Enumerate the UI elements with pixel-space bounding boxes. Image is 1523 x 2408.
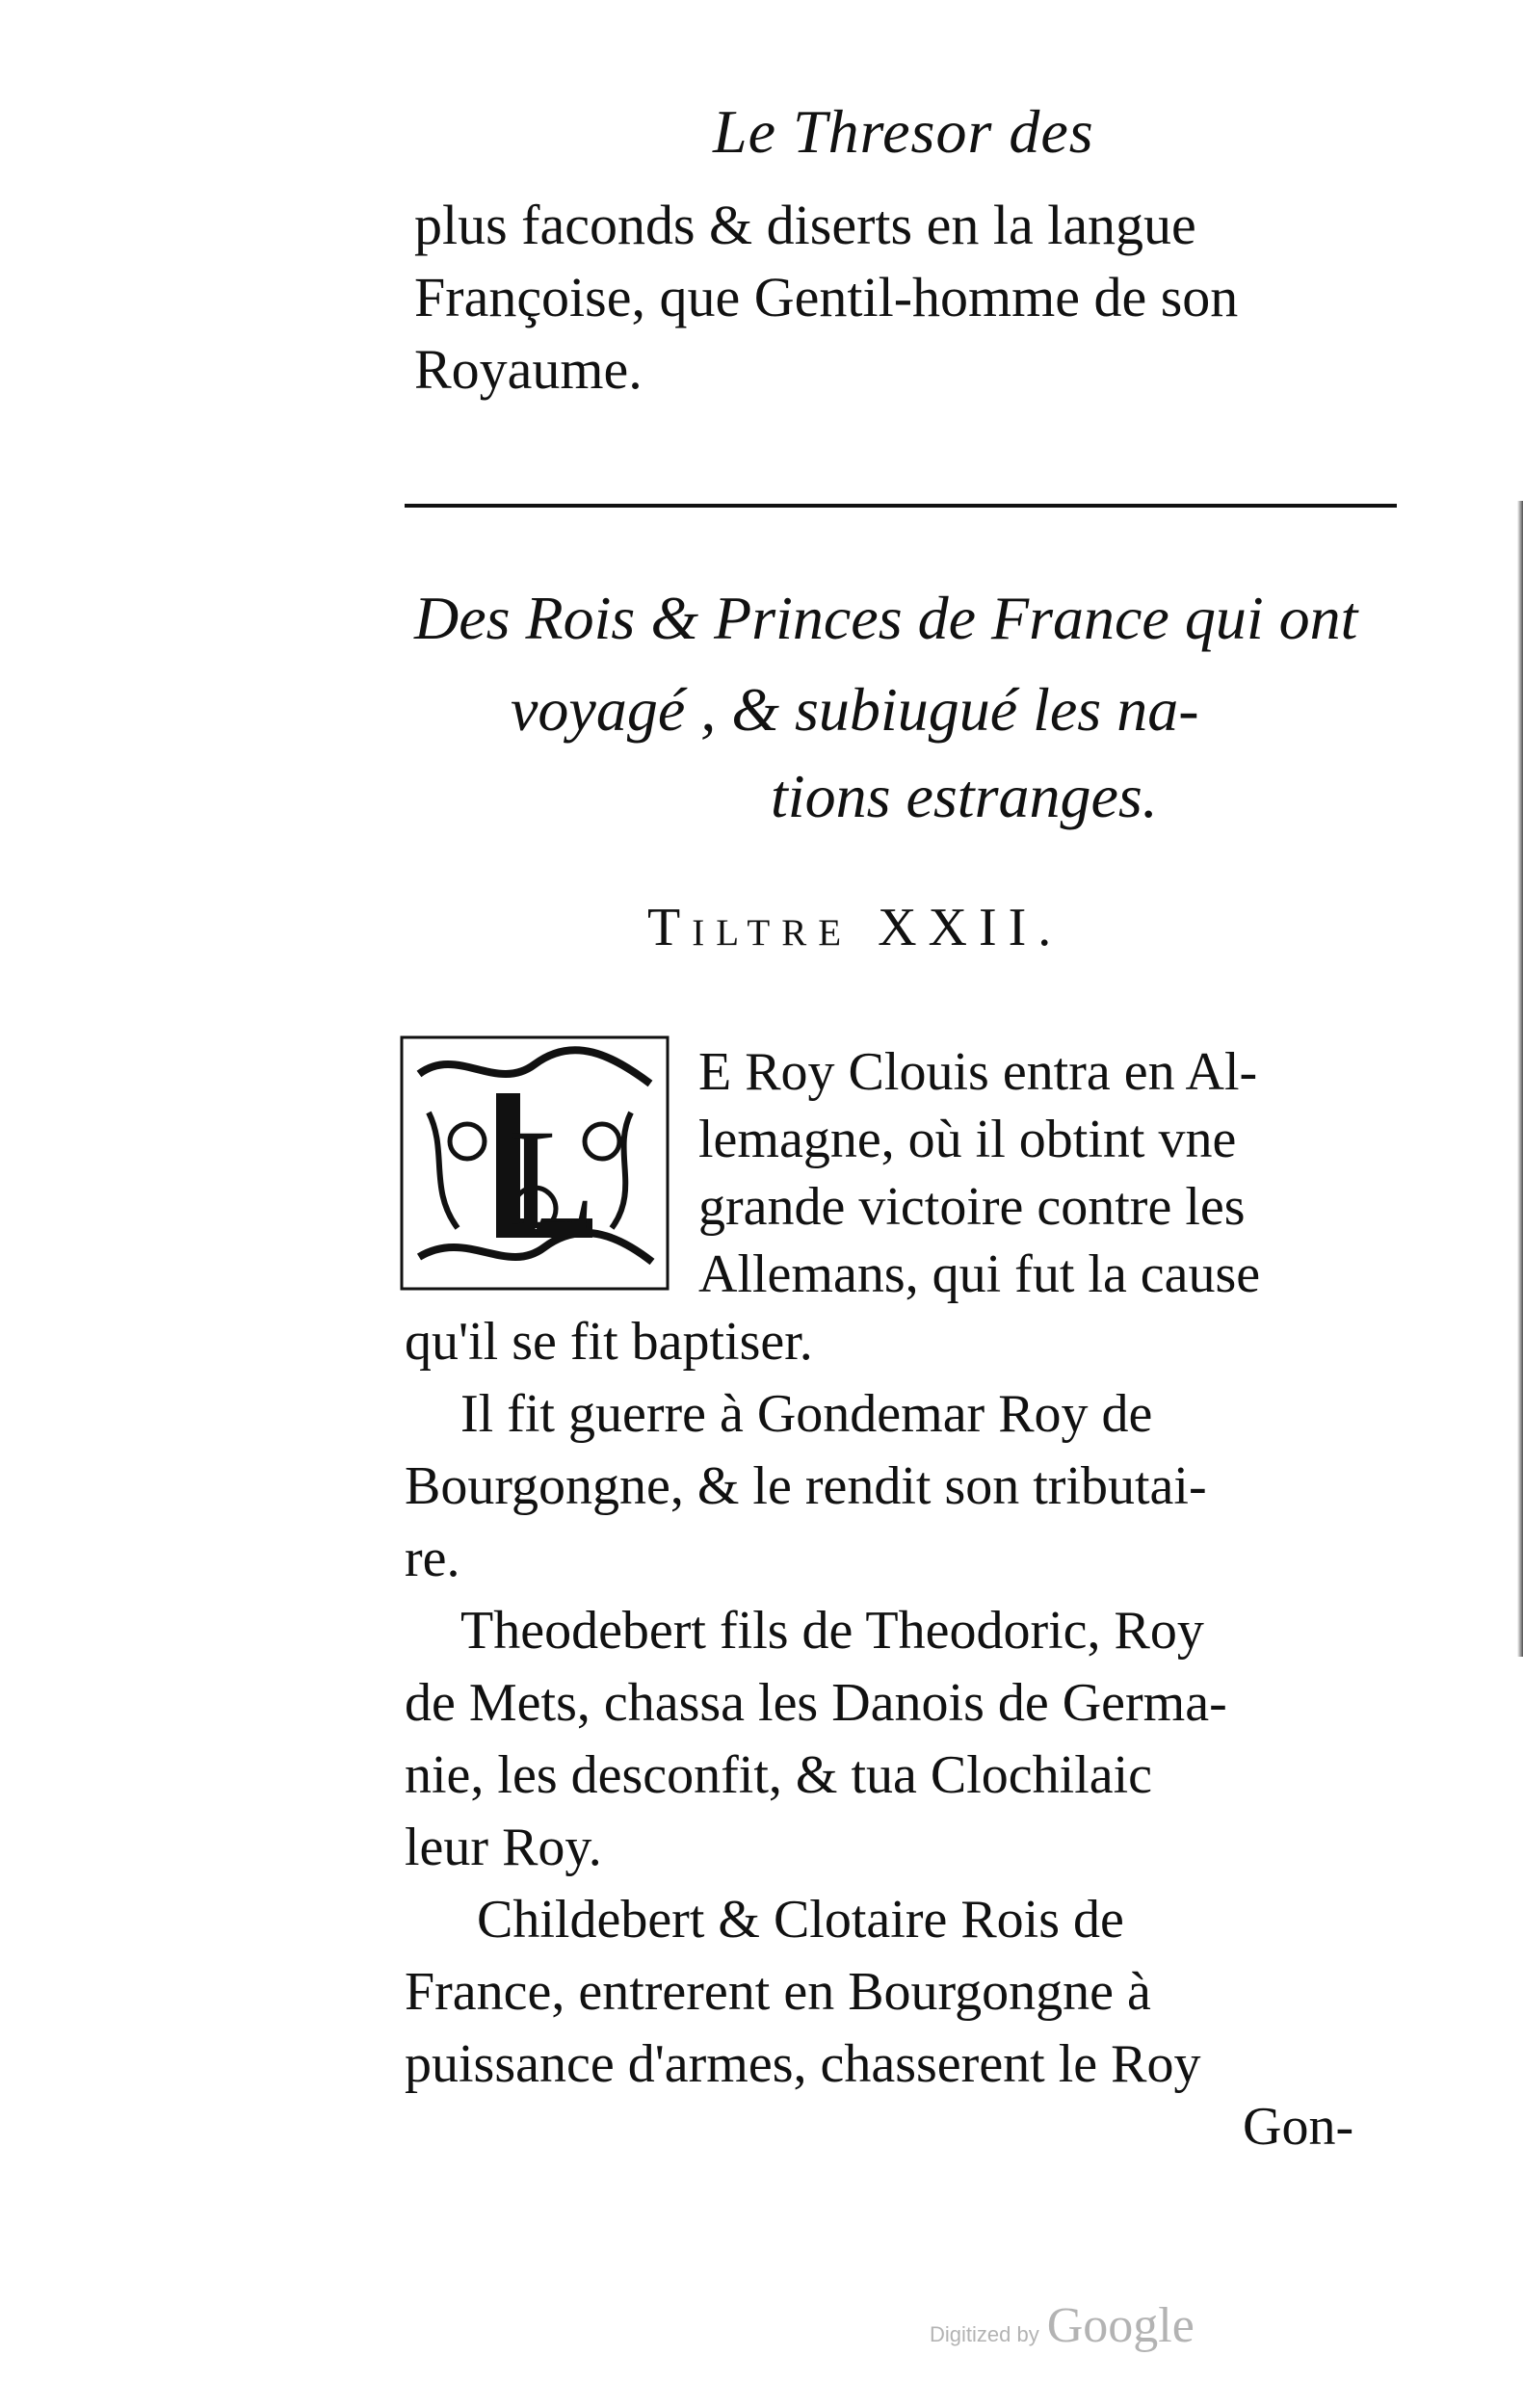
section-title-line: voyagé , & subiugué les na-: [511, 675, 1199, 744]
watermark-logo: Google: [1046, 2298, 1195, 2353]
decorated-initial: [400, 1035, 670, 1291]
paragraph-line: Il fit guerre à Gondemar Roy de: [460, 1384, 1153, 1444]
dropcap-letter: L: [508, 1100, 596, 1260]
chapter-heading: Tiltre XXII.: [647, 898, 1063, 957]
paragraph-line: puissance d'armes, chasserent le Roy: [405, 2034, 1201, 2094]
paragraph-line: E Roy Clouis entra en Al-: [698, 1042, 1258, 1102]
paragraph-line: Childebert & Clotaire Rois de: [477, 1890, 1124, 1950]
paragraph-line: lemagne, où il obtint vne: [698, 1110, 1237, 1169]
paragraph-line: Allemans, qui fut la cause: [698, 1244, 1261, 1304]
paragraph-line: Bourgongne, & le rendit son tributai-: [405, 1456, 1207, 1516]
paragraph-line: re.: [405, 1529, 460, 1588]
section-title-line: tions estranges.: [771, 762, 1158, 830]
section-divider: [405, 504, 1397, 508]
paragraph-line: France, entrerent en Bourgongne à: [405, 1962, 1151, 2022]
section-title-line: Des Rois & Princes de France qui ont: [414, 584, 1358, 652]
intro-line: Royaume.: [414, 338, 643, 401]
watermark-prefix: Digitized by: [930, 2322, 1039, 2346]
paragraph-line: Theodebert fils de Theodoric, Roy: [460, 1601, 1204, 1661]
page-edge-shadow: [1517, 501, 1523, 1657]
intro-line: Françoise, que Gentil-homme de son: [414, 266, 1239, 328]
paragraph-line: grande victoire contre les: [698, 1177, 1246, 1237]
paragraph-line: de Mets, chassa les Danois de Germa-: [405, 1673, 1227, 1733]
running-head: Le Thresor des: [713, 97, 1094, 166]
paragraph-line: nie, les desconfit, & tua Clochilaic: [405, 1745, 1153, 1805]
catchword: Gon-: [1243, 2097, 1354, 2157]
intro-line: plus faconds & diserts en la langue: [414, 194, 1196, 256]
digitization-watermark: [930, 2297, 1195, 2354]
paragraph-line: qu'il se fit baptiser.: [405, 1312, 813, 1372]
paragraph-line: leur Roy.: [405, 1818, 602, 1877]
